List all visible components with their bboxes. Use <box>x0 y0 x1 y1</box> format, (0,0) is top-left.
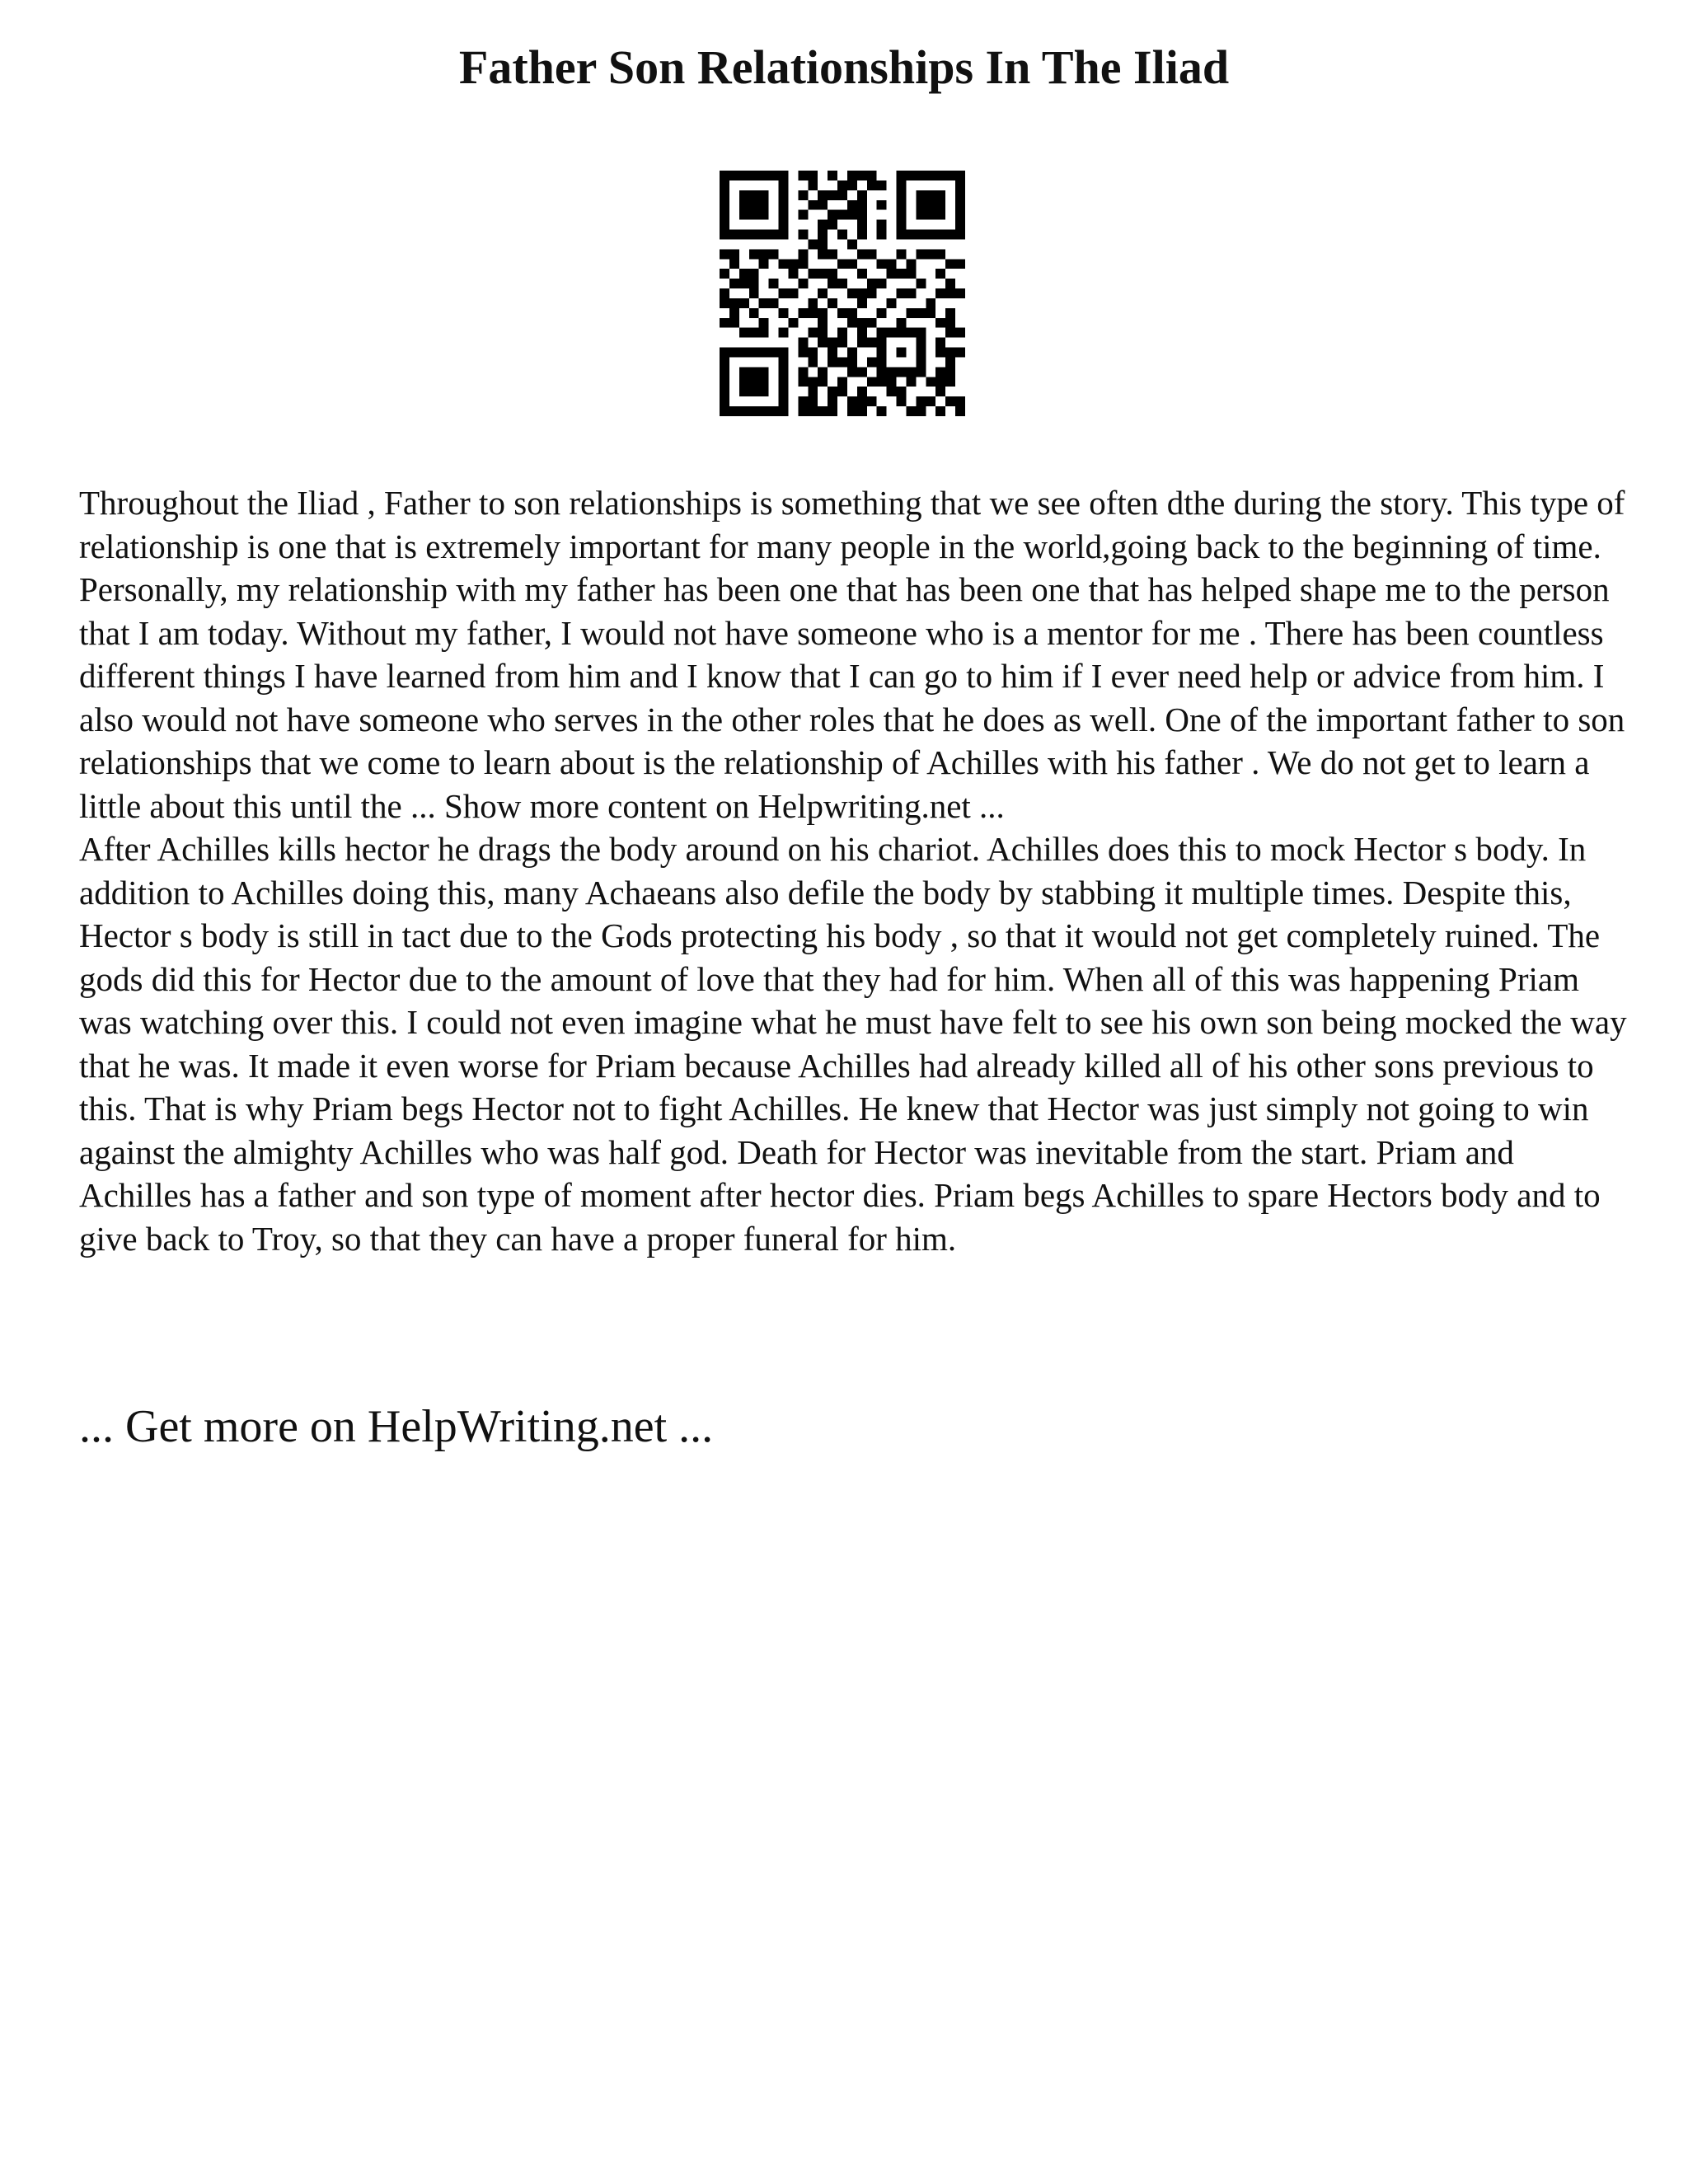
essay-body <box>79 481 1629 1260</box>
paragraph-1: Throughout the Iliad , Father to son relationships is something that we see often dthe during the story. This type of relationship is one that is extremely important for many people in the world,going back to the beginning of time. Personally, my relationship with my father has been one that has been one that has helped shape me to the person that I am today. Without my father, I would not have someone who is a mentor for me . There has been countless different things I have learned from him and I know that I can go to him if I ever need help or advice from him. I also would not have someone who serves in the other roles that he does as well. One of the important father to son relationships that we come to learn about is the relationship of Achilles with his father . We do not get to learn a little about this until the ... Show more content on Helpwriting.net ... <box>79 484 1625 825</box>
document-title: Father Son Relationships In The Iliad <box>458 40 1230 94</box>
qr-code <box>720 171 965 416</box>
paragraph-2: After Achilles kills hector he drags the body around on his chariot. Achilles does this to mock Hector s body. In addition to Achilles doing this, many Achaeans also defile the body by stabbing it multiple times. Despite this, Hector s body is still in tact due to the Gods protecting his body , so that it would not get completely ruined. The gods did this for Hector due to the amount of love that they had for him. When all of this was happening Priam was watching over this. I could not even imagine what he must have felt to see his own son being mocked the way that he was. It made it even worse for Priam because Achilles had already killed all of his other sons previous to this. That is why Priam begs Hector not to fight Achilles. He knew that Hector was just simply not going to win against the almighty Achilles who was half god. Death for Hector was inevitable from the start. Priam and Achilles has a father and son type of moment after hector dies. Priam begs Achilles to spare Hectors body and to give back to Troy, so that they can have a proper funeral for him. <box>79 830 1627 1258</box>
get-more-link[interactable]: ... Get more on HelpWriting.net ... <box>79 1401 714 1452</box>
